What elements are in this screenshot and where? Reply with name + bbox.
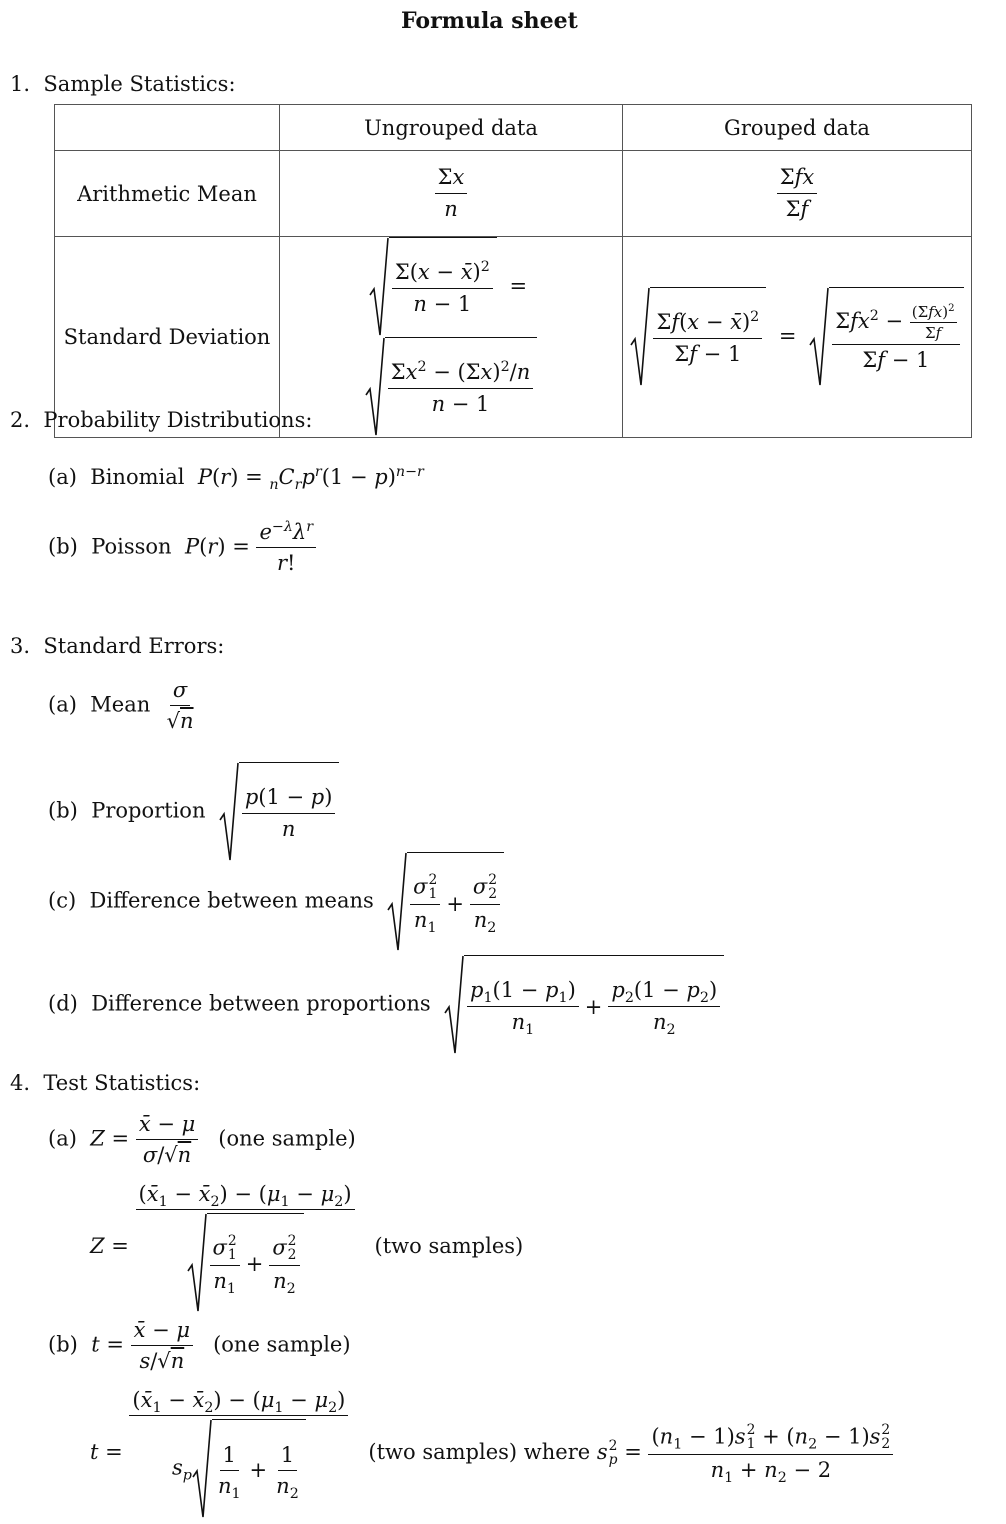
sqrt-icon: [630, 287, 650, 387]
section-title: Test Statistics:: [43, 1071, 201, 1095]
formula-sd-grouped: $\frac{\Sigma f(x - x̄)^2}{\Sigma f - 1}$ = Σfx$^2$ − $\frac{(\Sigma fx)^2}{\Sigma f}$ Σf − 1: [623, 237, 972, 438]
col-header-ungrouped: Ungrouped data: [280, 105, 623, 151]
section-3-heading: [10, 634, 224, 658]
section-number: 3.: [10, 634, 31, 658]
formula-sd-ungrouped: $\frac{\Sigma(x - x̄)^2}{n - 1}$ = $\frac{\Sigma x^2 - (\Sigma x)^2/n}{n - 1}$: [280, 237, 623, 438]
item-name: Mean: [90, 692, 151, 717]
section-number: 4.: [10, 1071, 31, 1095]
item-label: (b): [48, 1332, 78, 1357]
formula-mean-ungrouped: $\frac{\Sigma x}{n}$: [280, 151, 623, 237]
item-name: Difference between proportions: [91, 991, 431, 1016]
sqrt-icon: [809, 287, 829, 387]
section-2-heading: [10, 408, 312, 432]
item-name: Difference between means: [89, 888, 374, 913]
t-two-sample-formula: t = ($x̄_1$ − $x̄_2) - (\mu_1 - \mu_2)$ $s_p$ $\frac{1}{n_1}$ + $\frac{1}{n_2}$ (two samples) where s 2 p = $(n_1 - 1)s$ 2 1 + $(n_2 - 1)s$ 2 2 $n_1 + n_2 - 2$: [90, 1388, 893, 1519]
note-two-samples: (two samples) where: [368, 1440, 591, 1465]
row-header-mean: Arithmetic Mean: [55, 151, 280, 237]
item-label: (b): [48, 798, 78, 823]
item-label: (a): [48, 692, 77, 717]
section-title: Sample Statistics:: [43, 72, 236, 96]
item-label: (d): [48, 991, 78, 1016]
se-diff-proportions-formula: (d) Difference between proportions $\frac{p_1(1 - p_1)}{n_1}$ + $\frac{p_2(1 - p_2)}{n_2}$: [48, 955, 724, 1055]
note-two-samples: (two samples): [374, 1234, 524, 1259]
sqrt-icon: [219, 762, 239, 862]
note-one-sample: (one sample): [218, 1126, 356, 1151]
row-header-std-dev: Standard Deviation: [55, 237, 280, 438]
section-title: Probability Distributions:: [43, 408, 313, 432]
section-number: 1.: [10, 72, 31, 96]
se-diff-means-formula: (c) Difference between means σ 2 1 $n_1$ + σ 2 2 $n_2$: [48, 852, 504, 952]
item-label: (c): [48, 888, 77, 913]
se-proportion-formula: (b) Proportion $\frac{p(1 - p)}{n}$: [48, 762, 339, 862]
sample-statistics-table: [54, 104, 972, 438]
sqrt-icon: [387, 852, 407, 952]
item-label: (a): [48, 1126, 77, 1151]
sqrt-icon: [365, 337, 385, 437]
item-label: (a): [48, 465, 77, 489]
table-corner-cell: [55, 105, 280, 151]
poisson-formula: (b) Poisson P(r) = $\frac{e^{-\lambda}\lambda^r}{r!}$: [48, 520, 316, 576]
section-number: 2.: [10, 408, 31, 432]
se-mean-formula: (a) Mean $\frac{\sigma}{√n}$: [48, 678, 194, 734]
item-name: Poisson: [91, 534, 172, 559]
z-one-sample-formula: (a) Z = $\frac{x̄ - \mu}{\sigma/√n}$ (one sample): [48, 1112, 356, 1168]
sqrt-icon: [187, 1213, 207, 1313]
item-name: Binomial: [90, 465, 185, 489]
section-title: Standard Errors:: [43, 634, 225, 658]
section-4-heading: [10, 1071, 200, 1095]
binomial-formula: (a) Binomial $P(r) = _nC_rp^r(1 - p)^{n-r}$: [48, 464, 424, 494]
t-one-sample-formula: (b) t = $\frac{x̄ - \mu}{s/√n}$ (one sample): [48, 1318, 351, 1374]
note-one-sample: (one sample): [213, 1332, 351, 1357]
col-header-grouped: Grouped data: [623, 105, 972, 151]
sqrt-icon: [444, 955, 464, 1055]
section-1-heading: [10, 72, 236, 96]
sqrt-icon: [192, 1419, 212, 1519]
item-label: (b): [48, 534, 78, 559]
z-two-sample-formula: Z = ($x̄_1$ − $x̄_2) - (\mu_1 - \mu_2)$ σ 2 1 $n_1$ + σ 2 2 $n_2$ (two samples): [90, 1182, 523, 1313]
item-name: Proportion: [91, 798, 206, 823]
sqrt-icon: [369, 237, 389, 337]
formula-mean-grouped: $\frac{\text{Σfx}}{\Sigma f}$: [623, 151, 972, 237]
page-title: Formula sheet: [401, 8, 578, 34]
